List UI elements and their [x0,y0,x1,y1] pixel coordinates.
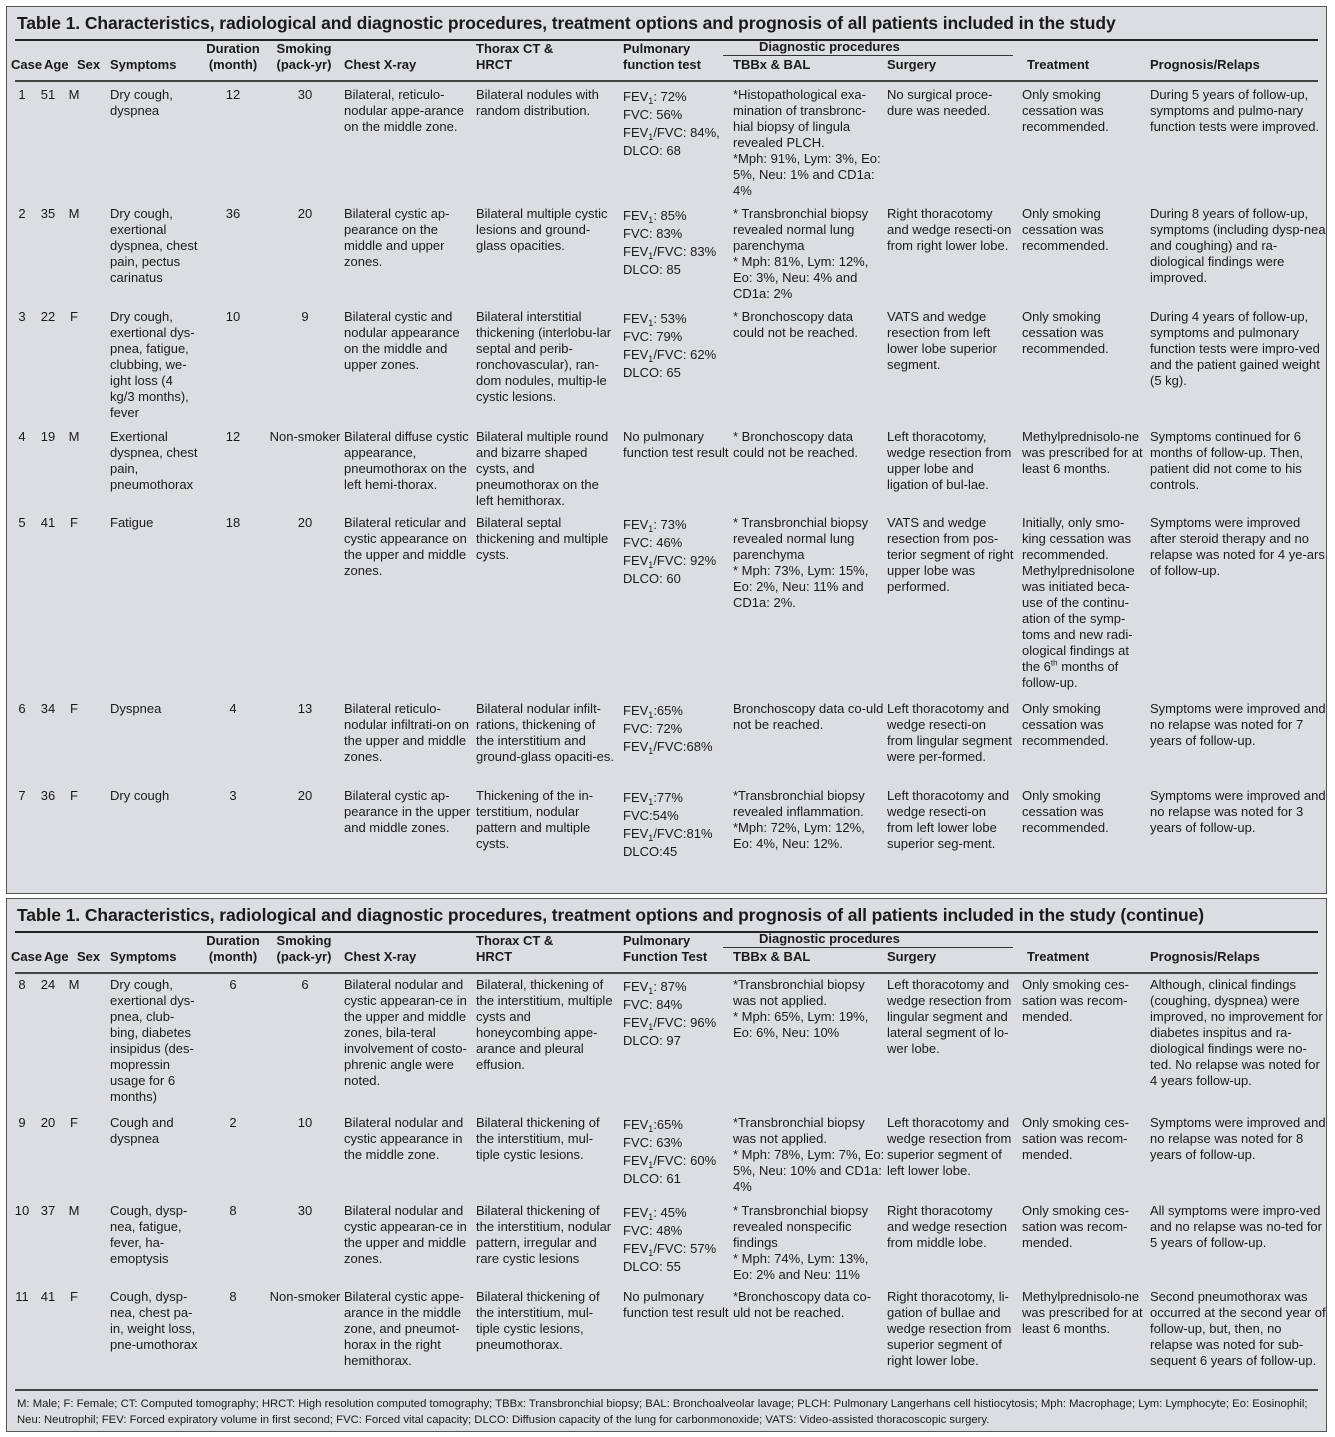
cell-symptoms: Dry cough, exertional dys-pnea, fatigue, clubbing, we-ight loss (4 kg/3 months), fever [110,309,195,420]
pft-value: :65% [653,703,683,718]
header-thorax-ct: Thorax CT & [476,933,554,948]
treatment-text: Initially, only smo-king cessation was recommended. Methylprednisolone was initiated beca-use of the continu-ation of the symp-toms and new radi-ological findings at the 6 [1022,515,1135,674]
cell-tbbx-bal: * Bronchoscopy data could not be reached. [733,429,859,460]
header-treatment: Treatment [1027,57,1090,72]
pft-subscript: 1 [648,96,654,106]
pft-value: : 72% [653,89,687,104]
pft-value: /FVC:81% [653,826,713,841]
cell-thorax-ct: Bilateral multiple cystic lesions and ground-glass opacities. [476,206,608,253]
cell-smoking: 20 [297,788,313,803]
pft-label: DLCO: 68 [623,143,681,158]
header-function-test: function test [623,57,701,72]
header-diagnostic-procedures: Diagnostic procedures [759,931,900,946]
cell-pulmonary-function-test: No pulmonary function test result [623,429,729,460]
pft-value: /FVC: 60% [653,1153,717,1168]
table-panel-part1 [6,6,1327,894]
cell-symptoms: Cough, dysp-nea, fatigue, fever, ha-emoptysis [110,1203,188,1266]
header-smoking: Smoking [276,933,332,948]
cell-treatment: Only smoking cessation was recommended. [1022,701,1109,748]
pft-label: FVC: 46% [623,535,683,550]
cell-tbbx-bal: * Bronchoscopy data could not be reached. [733,309,859,340]
header-prognosis: Prognosis/Relaps [1150,949,1260,964]
pft-label: FVC: 79% [623,329,683,344]
pft-line [623,826,733,842]
cell-symptoms: Dry cough, exertional dys-pnea, club-bing, diabetes insipidus (des-mopressin usage for 6 months) [110,977,195,1104]
cell-smoking: 30 [297,87,313,102]
pft-label: FVC: 84% [623,997,683,1012]
cell-chest-xray: Bilateral nodular and cystic appearan-ce in the upper and middle zones. [344,1203,467,1266]
cell-chest-xray: Bilateral reticular and cystic appearance on the upper and middle zones. [344,515,467,578]
cell-prognosis: Symptoms were improved and no relapse was noted for 7 years of follow-up. [1150,701,1326,748]
cell-smoking: 9 [301,309,309,324]
cell-prognosis: Although, clinical findings (coughing, dyspnea) were improved, no improvement for diabetes inspitus and ra-diological findings were no-ted. No relapse was noted for 4 years follow-up. [1150,977,1323,1088]
pft-subscript: 1 [648,1160,654,1170]
pft-line [623,517,733,533]
pft-line [623,979,733,995]
cell-prognosis: Second pneumothorax was occurred at the second year of follow-up, but, then, no relapse was noted for sub-sequent 6 years of follow-up. [1150,1289,1326,1368]
cell-pulmonary-function-test [623,89,733,161]
pft-line [623,347,733,363]
cell-tbbx-bal: *Histopathological exa-mination of transbronc-hial biopsy of lingula revealed PLCH. *Mph: 91%, Lym: 3%, Eo: 5%, Neu: 1% and CD1a: 4% [733,87,881,198]
pft-subscript: 1 [648,524,654,534]
header-sex: Sex [77,949,101,964]
cell-age: 41 [40,515,56,530]
cell-thorax-ct: Bilateral interstitial thickening (interlobu-lar septal and perib-ronchovascular), ran-dom nodules, multip-le cystic lesions. [476,309,612,404]
pft-value: :65% [653,1117,683,1132]
cell-symptoms: Dyspnea [110,701,162,716]
header-sex: Sex [77,57,101,72]
pft-label: FVC: 72% [623,721,683,736]
header-case: Case [11,949,43,964]
pft-subscript: 1 [648,132,654,142]
cell-prognosis: Symptoms were improved and no relapse was noted for 3 years of follow-up. [1150,788,1326,835]
cell-smoking: 20 [297,206,313,221]
cell-treatment: Only smoking ces-sation was recom-mended. [1022,1115,1129,1162]
pft-line [623,1259,733,1275]
pft-label: FEV [623,125,649,140]
pft-label: DLCO: 60 [623,571,681,586]
cell-duration: 6 [229,977,237,992]
cell-surgery: VATS and wedge resection from left lower lobe superior segment. [887,309,997,372]
cell-age: 19 [40,429,56,444]
cell-prognosis: Symptoms continued for 6 months of follow-up. Then, patient did not come to his controls. [1150,429,1303,492]
pft-label: FEV [623,979,649,994]
pft-line [623,571,733,587]
pft-label: FEV [623,739,649,754]
cell-surgery: Left thoracotomy and wedge resection from lingular segment and lateral segment of lo-wer lobe. [887,977,1012,1056]
cell-symptoms: Exertional dyspnea, chest pain, pneumothorax [110,429,198,492]
cell-chest-xray: Bilateral cystic ap-pearance on the middle and upper zones. [344,206,450,269]
pft-subscript: 1 [648,710,654,720]
pft-subscript: 1 [648,1212,654,1222]
header-thorax-ct: Thorax CT & [476,41,554,56]
pft-label: DLCO: 61 [623,1171,681,1186]
pft-line [623,125,733,141]
cell-sex: F [70,1289,78,1304]
cell-sex: M [68,977,80,992]
table-title: Table 1. Characteristics, radiological and diagnostic procedures, treatment options and prognosis of all patients included in the study (continue) [17,905,1204,925]
header-age: Age [44,57,69,72]
pft-line [623,262,733,278]
pft-label: FEV [623,703,649,718]
cell-case: 3 [18,309,26,324]
header-rule-bottom [15,972,1318,974]
header-diagnostic-procedures: Diagnostic procedures [759,39,900,54]
cell-chest-xray: Bilateral reticulo-nodular infiltrati-on on the upper and middle zones. [344,701,470,764]
pft-line [623,1015,733,1031]
pft-line [623,1171,733,1187]
pft-label: DLCO: 97 [623,1033,681,1048]
cell-surgery: Right thoracotomy, li-gation of bullae and wedge resection from superior segment of right lower lobe. [887,1289,1012,1368]
pft-line [623,703,733,719]
pft-subscript: 1 [648,560,654,570]
cell-surgery: No surgical proce-dure was needed. [887,87,993,118]
pft-line [623,89,733,105]
header-tbbx-bal: TBBx & BAL [733,57,811,72]
header-treatment: Treatment [1027,949,1090,964]
header-symptoms: Symptoms [110,949,177,964]
pft-line [623,244,733,260]
pft-value: /FVC:68% [653,739,713,754]
cell-age: 35 [40,206,56,221]
pft-line [623,553,733,569]
cell-thorax-ct: Bilateral thickening of the interstitium, mul-tiple cystic lesions, pneumothorax. [476,1289,600,1352]
cell-pulmonary-function-test [623,979,733,1051]
pft-line [623,226,733,242]
pft-subscript: 1 [648,354,654,364]
cell-smoking: 30 [297,1203,313,1218]
pft-line [623,808,733,824]
cell-thorax-ct: Bilateral nodules with random distribution. [476,87,599,118]
pft-line [623,107,733,123]
cell-thorax-ct: Bilateral thickening of the interstitium, mul-tiple cystic lesions. [476,1115,600,1162]
pft-label: DLCO: 85 [623,262,681,277]
cell-duration: 2 [229,1115,237,1130]
cell-age: 22 [40,309,56,324]
cell-surgery: VATS and wedge resection from pos-terior segment of right upper lobe was performed. [887,515,1014,594]
pft-value: : 45% [653,1205,687,1220]
pft-line [623,1153,733,1169]
header-smoking: Smoking [276,41,332,56]
pft-line [623,143,733,159]
cell-tbbx-bal: Bronchoscopy data co-uld not be reached. [733,701,884,732]
cell-sex: M [68,87,80,102]
cell-smoking: 10 [297,1115,313,1130]
header-case: Case [11,57,43,72]
pft-label: FEV [623,1153,649,1168]
header-duration-unit: (month) [208,949,258,964]
pft-line [623,1205,733,1221]
cell-thorax-ct: Bilateral, thickening of the interstitium, multiple cysts and honeycombing appe-arance and pleural effusion. [476,977,613,1072]
cell-symptoms: Fatigue [110,515,154,530]
cell-chest-xray: Bilateral nodular and cystic appearan-ce in the upper and middle zones, bila-teral involvement of costo-phrenic angle were noted. [344,977,467,1088]
pft-label: FVC: 63% [623,1135,683,1150]
cell-treatment: Only smoking cessation was recommended. [1022,788,1109,835]
cell-duration: 18 [225,515,241,530]
cell-pulmonary-function-test [623,790,733,862]
pft-line [623,790,733,806]
cell-symptoms: Dry cough, dyspnea [110,87,173,118]
pft-label: FEV [623,1205,649,1220]
header-symptoms: Symptoms [110,57,177,72]
cell-age: 51 [40,87,56,102]
diagnostic-procedures-rule [723,947,1013,948]
pft-label: DLCO: 55 [623,1259,681,1274]
cell-duration: 12 [225,87,241,102]
header-pulmonary: Pulmonary [623,933,691,948]
cell-sex: M [68,429,80,444]
pft-line [623,1117,733,1133]
cell-surgery: Left thoracotomy and wedge resecti-on from left lower lobe superior seg-ment. [887,788,1010,851]
pft-label: FVC:54% [623,808,679,823]
cell-symptoms: Dry cough [110,788,170,803]
header-prognosis: Prognosis/Relaps [1150,57,1260,72]
pft-subscript: 1 [648,797,654,807]
diagnostic-procedures-rule [723,55,1013,56]
header-smoking-unit: (pack-yr) [276,57,332,72]
pft-line [623,1241,733,1257]
cell-prognosis: Symptoms were improved and no relapse was noted for 8 years of follow-up. [1150,1115,1326,1162]
cell-prognosis: During 5 years of follow-up, symptoms and pulmo-nary function tests were improved. [1150,87,1320,134]
cell-treatment: Only smoking cessation was recommended. [1022,87,1109,134]
header-chest-xray: Chest X-ray [344,949,417,964]
cell-tbbx-bal: *Transbronchial biopsy was not applied. * Mph: 65%, Lym: 19%, Eo: 6%, Neu: 10% [733,977,869,1040]
cell-thorax-ct: Bilateral nodular infilt-rations, thickening of the interstitium and ground-glass opaciti-es. [476,701,615,764]
treatment-text-end: months of follow-up. [1022,659,1119,690]
pft-subscript: 1 [648,833,654,843]
pft-label: FEV [623,208,649,223]
cell-case: 10 [14,1203,30,1218]
pft-value: /FVC: 92% [653,553,717,568]
header-hrct: HRCT [476,57,513,72]
cell-prognosis: During 4 years of follow-up, symptoms and pulmonary function tests were impro-ved and the patient gained weight (5 kg). [1150,309,1320,388]
cell-case: 7 [18,788,26,803]
cell-age: 20 [40,1115,56,1130]
header-chest-xray: Chest X-ray [344,57,417,72]
pft-line [623,1223,733,1239]
cell-surgery: Left thoracotomy and wedge resecti-on from lingular segment were per-formed. [887,701,1012,764]
pft-label: FEV [623,311,649,326]
header-pulmonary: Pulmonary [623,41,691,56]
pft-label: FEV [623,1241,649,1256]
pft-line [623,311,733,327]
cell-prognosis: Symptoms were improved after steroid therapy and no relapse was noted for 4 ye-ars of follow-up. [1150,515,1325,578]
cell-smoking: 6 [301,977,309,992]
pft-label: FEV [623,790,649,805]
pft-label: DLCO: 65 [623,365,681,380]
pft-line [623,997,733,1013]
header-smoking-unit: (pack-yr) [276,949,332,964]
header-duration: Duration [206,933,260,948]
cell-thorax-ct: Bilateral multiple round and bizarre shaped cysts, and pneumothorax on the left hemithorax. [476,429,609,508]
cell-pulmonary-function-test [623,517,733,589]
cell-tbbx-bal: * Transbronchial biopsy revealed normal lung parenchyma * Mph: 73%, Lym: 15%, Eo: 2%, Neu: 11% and CD1a: 2%. [733,515,869,610]
cell-smoking: Non-smoker [269,1289,341,1304]
pft-label: FEV [623,244,649,259]
pft-line [623,721,733,737]
cell-age: 34 [40,701,56,716]
cell-age: 24 [40,977,56,992]
pft-line [623,1135,733,1151]
header-surgery: Surgery [887,949,937,964]
cell-chest-xray: Bilateral, reticulo-nodular appe-arance on the middle zone. [344,87,464,134]
pft-subscript: 1 [648,318,654,328]
cell-chest-xray: Bilateral cystic and nodular appearance on the middle and upper zones. [344,309,460,372]
pft-label: FEV [623,553,649,568]
table-panel-part2 [6,898,1327,1432]
pft-label: FEV [623,1117,649,1132]
cell-duration: 8 [229,1289,237,1304]
cell-chest-xray: Bilateral cystic appe-arance in the middle zone, and pneumot-horax in the right hemithorax. [344,1289,464,1368]
cell-tbbx-bal: * Transbronchial biopsy revealed nonspecific findings * Mph: 74%, Lym: 13%, Eo: 2% and Neu: 11% [733,1203,869,1282]
pft-label: FEV [623,1015,649,1030]
cell-tbbx-bal: * Transbronchial biopsy revealed normal lung parenchyma * Mph: 81%, Lym: 12%, Eo: 3%, Neu: 4% and CD1a: 2% [733,206,869,301]
header-duration-unit: (month) [208,57,258,72]
cell-age: 37 [40,1203,56,1218]
pft-value: : 53% [653,311,687,326]
cell-treatment [1022,515,1144,691]
cell-sex: F [70,309,78,324]
cell-surgery: Right thoracotomy and wedge resection from middle lobe. [887,1203,1007,1250]
cell-thorax-ct: Thickening of the in-terstitium, nodular pattern and multiple cysts. [476,788,594,851]
cell-symptoms: Cough, dysp-nea, chest pa-in, weight loss, pne-umothorax [110,1289,198,1352]
cell-chest-xray: Bilateral diffuse cystic appearance, pneumothorax on the left hemi-thorax. [344,429,469,492]
cell-pulmonary-function-test [623,1117,733,1189]
pft-label: FEV [623,826,649,841]
pft-value: /FVC: 96% [653,1015,717,1030]
pft-label: FVC: 48% [623,1223,683,1238]
cell-case: 6 [18,701,26,716]
cell-treatment: Only smoking cessation was recommended. [1022,309,1109,356]
pft-line [623,329,733,345]
cell-prognosis: All symptoms were impro-ved and no relapse was no-ted for 5 years of follow-up. [1150,1203,1322,1250]
header-rule-bottom [15,80,1318,82]
cell-thorax-ct: Bilateral thickening of the interstitium, nodular pattern, irregular and rare cystic lesions [476,1203,612,1266]
pft-label: DLCO:45 [623,844,678,859]
table-title: Table 1. Characteristics, radiological and diagnostic procedures, treatment options and prognosis of all patients included in the study [17,13,1116,33]
footnote-rule [15,1389,1318,1391]
pft-subscript: 1 [648,746,654,756]
cell-case: 5 [18,515,26,530]
cell-case: 4 [18,429,26,444]
cell-duration: 10 [225,309,241,324]
treatment-superscript: th [1050,658,1058,668]
cell-treatment: Only smoking cessation was recommended. [1022,206,1109,253]
pft-line [623,1033,733,1049]
pft-line [623,739,733,755]
pft-line [623,844,733,860]
pft-subscript: 1 [648,215,654,225]
header-hrct: HRCT [476,949,513,964]
pft-value: : 85% [653,208,687,223]
cell-smoking: 13 [297,701,313,716]
cell-tbbx-bal: *Transbronchial biopsy was not applied. * Mph: 78%, Lym: 7%, Eo: 5%, Neu: 10% and CD1a: 4% [733,1115,885,1194]
cell-surgery: Right thoracotomy and wedge resecti-on from right lower lobe. [887,206,1012,253]
cell-tbbx-bal: *Transbronchial biopsy revealed inflammation. *Mph: 72%, Lym: 12%, Eo: 4%, Neu: 12%. [733,788,865,851]
cell-surgery: Left thoracotomy, wedge resection from upper lobe and ligation of bul-lae. [887,429,1012,492]
cell-sex: F [70,701,78,716]
cell-thorax-ct: Bilateral septal thickening and multiple cysts. [476,515,609,562]
cell-symptoms: Dry cough, exertional dyspnea, chest pain, pectus carinatus [110,206,198,285]
pft-subscript: 1 [648,986,654,996]
cell-case: 11 [15,1289,29,1304]
pft-label: FEV [623,89,649,104]
pft-subscript: 1 [648,1124,654,1134]
pft-subscript: 1 [648,251,654,261]
cell-chest-xray: Bilateral nodular and cystic appearance in the middle zone. [344,1115,464,1162]
cell-treatment: Only smoking ces-sation was recom-mended. [1022,977,1129,1024]
cell-case: 2 [18,206,26,221]
cell-duration: 12 [225,429,241,444]
header-tbbx-bal: TBBx & BAL [733,949,811,964]
cell-duration: 36 [225,206,241,221]
cell-pulmonary-function-test [623,703,733,757]
header-age: Age [44,949,69,964]
cell-sex: M [68,206,80,221]
pft-subscript: 1 [648,1022,654,1032]
pft-label: FVC: 56% [623,107,683,122]
pft-value: /FVC: 84%, [653,125,720,140]
cell-case: 1 [18,87,26,102]
pft-subscript: 1 [648,1248,654,1258]
pft-line [623,535,733,551]
footnote: M: Male; F: Female; CT: Computed tomography; HRCT: High resolution computed tomography; TBBx: Transbronchial biopsy; BAL: Bronchoalveolar lavage; PLCH: Pulmonary Langerhans cell histiocytosis; Mph: Macrophage; Lym: Lymphocyte; Eo: Eosinophil; Neu: Neutrophil; FEV: Forced expiratory volume in first second; FVC: Forced vital capacity; DLCO: Diffusion capacity of the lung for carbonmonoxide; VATS: Video-assisted thoracoscopic surgery. [17,1398,1308,1426]
cell-sex: M [68,1203,80,1218]
cell-duration: 3 [229,788,237,803]
pft-value: :77% [653,790,683,805]
cell-sex: F [70,515,78,530]
pft-value: /FVC: 62% [653,347,717,362]
pft-label: FEV [623,347,649,362]
cell-surgery: Left thoracotomy and wedge resection from superior segment of left lower lobe. [887,1115,1012,1178]
pft-value: /FVC: 57% [653,1241,717,1256]
cell-pulmonary-function-test [623,311,733,383]
cell-smoking: 20 [297,515,313,530]
header-duration: Duration [206,41,260,56]
cell-prognosis: During 8 years of follow-up, symptoms (including dysp-nea and coughing) and ra-diological findings were improved. [1150,206,1326,285]
pft-value: : 87% [653,979,687,994]
cell-sex: F [70,788,78,803]
cell-duration: 4 [229,701,237,716]
pft-value: /FVC: 83% [653,244,717,259]
cell-duration: 8 [229,1203,237,1218]
pft-value: : 73% [653,517,687,532]
header-function-test: Function Test [623,949,708,964]
cell-pulmonary-function-test [623,208,733,280]
cell-age: 36 [40,788,56,803]
cell-sex: F [70,1115,78,1130]
pft-line [623,365,733,381]
cell-case: 9 [18,1115,26,1130]
cell-pulmonary-function-test [623,1205,733,1277]
header-surgery: Surgery [887,57,937,72]
cell-pulmonary-function-test: No pulmonary function test result [623,1289,729,1320]
pft-line [623,208,733,224]
cell-treatment: Only smoking ces-sation was recom-mended. [1022,1203,1129,1250]
cell-smoking: Non-smoker [269,429,341,444]
cell-case: 8 [18,977,26,992]
cell-age: 41 [40,1289,56,1304]
cell-symptoms: Cough and dyspnea [110,1115,174,1146]
pft-label: FVC: 83% [623,226,683,241]
cell-chest-xray: Bilateral cystic ap-pearance in the upper and middle zones. [344,788,471,835]
cell-treatment: Methylprednisolo-ne was prescribed for at least 6 months. [1022,429,1143,476]
cell-treatment: Methylprednisolo-ne was prescribed for at least 6 months. [1022,1289,1143,1336]
cell-tbbx-bal: *Bronchoscopy data co-uld not be reached. [733,1289,872,1320]
pft-label: FEV [623,517,649,532]
